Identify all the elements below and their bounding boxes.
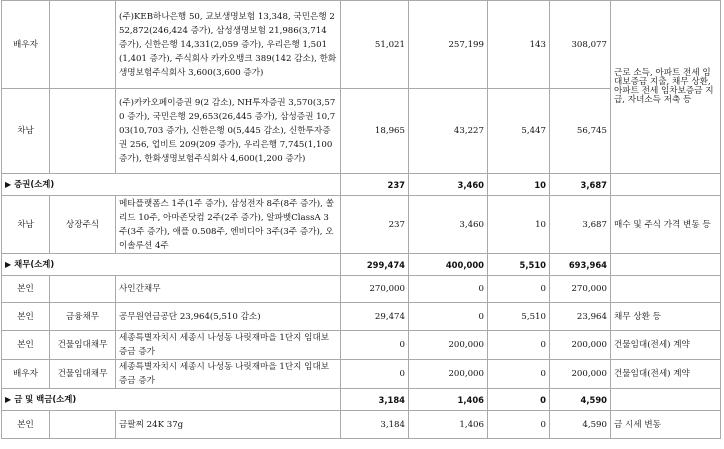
decrease-value-cell: 0 — [488, 331, 550, 360]
description-cell: 사인간채무 — [116, 276, 341, 303]
increase-value-cell: 3,460 — [409, 196, 488, 254]
triangle-bullet-icon: ▶ — [5, 180, 12, 189]
description-cell: 금팔찌 24K 37g — [116, 411, 341, 439]
change-reason-cell: 건물임대(전세) 계약 — [611, 360, 721, 389]
kind-cell — [50, 89, 116, 174]
empty-reason-cell — [611, 254, 721, 276]
kind-cell — [50, 276, 116, 303]
decrease-value-cell: 5,510 — [488, 303, 550, 331]
decrease-value-cell: 10 — [488, 174, 550, 196]
decrease-value-cell: 0 — [488, 276, 550, 303]
previous-value-cell: 299,474 — [341, 254, 409, 276]
triangle-bullet-icon: ▶ — [5, 260, 12, 269]
change-reason-cell — [611, 276, 721, 303]
table-row — [2, 331, 721, 360]
increase-value-cell: 1,406 — [409, 411, 488, 439]
empty-reason-cell — [611, 174, 721, 196]
increase-value-cell: 257,199 — [409, 1, 488, 89]
subtotal-label: ▶ 증권(소계) — [2, 174, 341, 196]
current-value-cell: 56,745 — [550, 89, 611, 174]
current-value-cell: 23,964 — [550, 303, 611, 331]
relation-cell: 본인 — [2, 303, 50, 331]
increase-value-cell: 0 — [409, 276, 488, 303]
description-cell: 메타플랫폼스 1주(1주 증가), 삼성전자 8주(8주 증가), 쏠리드 10주, 아마존닷컴 2주(2주 증가), 알파벳ClassA 3주(3주 증가), 애플 0.508주, 엔비디아 3주(3주 증가), 오이솔루션 4주 — [116, 196, 341, 254]
change-reason-cell: 금 시세 변동 — [611, 411, 721, 439]
previous-value-cell: 3,184 — [341, 411, 409, 439]
previous-value-cell: 51,021 — [341, 1, 409, 89]
current-value-cell: 4,590 — [550, 389, 611, 411]
previous-value-cell: 29,474 — [341, 303, 409, 331]
description-cell: 세종특별자치시 세종시 나성동 나릿재마을 1단지 임대보증금 증가 — [116, 331, 341, 360]
previous-value-cell: 270,000 — [341, 276, 409, 303]
change-reason-cell: 채무 상환 등 — [611, 303, 721, 331]
description-cell: 공무원연금공단 23,964(5,510 감소) — [116, 303, 341, 331]
increase-value-cell: 0 — [409, 303, 488, 331]
empty-reason-cell — [611, 389, 721, 411]
triangle-bullet-icon: ▶ — [5, 395, 12, 404]
relation-cell: 본인 — [2, 331, 50, 360]
current-value-cell: 200,000 — [550, 331, 611, 360]
kind-cell: 상장주식 — [50, 196, 116, 254]
current-value-cell: 200,000 — [550, 360, 611, 389]
table-row — [2, 303, 721, 331]
subtotal-row-gold — [2, 389, 721, 411]
current-value-cell: 3,687 — [550, 174, 611, 196]
previous-value-cell: 0 — [341, 331, 409, 360]
subtotal-label: ▶ 금 및 백금(소계) — [2, 389, 341, 411]
subtotal-label: ▶ 채무(소계) — [2, 254, 341, 276]
change-reason-text: 근로 소득, 아파트 전세 임대보증금 지출, 채무 상환, 아파트 전세 임차보증금 지급, 자녀소득 저축 등 — [614, 68, 714, 105]
change-reason-cell: 건물임대(전세) 계약 — [611, 331, 721, 360]
current-value-cell: 3,687 — [550, 196, 611, 254]
table-row — [2, 196, 721, 254]
increase-value-cell: 1,406 — [409, 389, 488, 411]
current-value-cell: 270,000 — [550, 276, 611, 303]
decrease-value-cell: 5,447 — [488, 89, 550, 174]
description-cell: (주)카카오페이증권 9(2 감소), NH투자증권 3,570(3,570 증가), 국민은행 29,653(26,445 증가), 삼성증권 10,703(10,703 증가), 신한은행 0(5,445 감소), 신한투자증권 256, 업비트 209(209 증가), 우리은행 7,745(1,100 증가), 한화생명보험주식회사 4,600(1,200 증가) — [116, 89, 341, 174]
previous-value-cell: 18,965 — [341, 89, 409, 174]
decrease-value-cell: 143 — [488, 1, 550, 89]
decrease-value-cell: 0 — [488, 360, 550, 389]
table-row — [2, 276, 721, 303]
change-reason-cell: 매수 및 주식 가격 변동 등 — [611, 196, 721, 254]
description-cell: 세종특별자치시 세종시 나성동 나릿재마을 1단지 임대보증금 증가 — [116, 360, 341, 389]
table-row — [2, 1, 721, 89]
increase-value-cell: 3,460 — [409, 174, 488, 196]
kind-cell — [50, 411, 116, 439]
relation-cell: 본인 — [2, 276, 50, 303]
increase-value-cell: 200,000 — [409, 331, 488, 360]
kind-cell: 건물임대채무 — [50, 360, 116, 389]
subtotal-row-securities — [2, 174, 721, 196]
decrease-value-cell: 0 — [488, 389, 550, 411]
relation-cell: 본인 — [2, 411, 50, 439]
increase-value-cell: 400,000 — [409, 254, 488, 276]
current-value-cell: 308,077 — [550, 1, 611, 89]
relation-cell: 배우자 — [2, 360, 50, 389]
increase-value-cell: 200,000 — [409, 360, 488, 389]
relation-cell: 차남 — [2, 89, 50, 174]
increase-value-cell: 43,227 — [409, 89, 488, 174]
decrease-value-cell: 5,510 — [488, 254, 550, 276]
previous-value-cell: 237 — [341, 196, 409, 254]
asset-disclosure-table — [1, 0, 721, 439]
previous-value-cell: 0 — [341, 360, 409, 389]
table-row — [2, 360, 721, 389]
current-value-cell: 693,964 — [550, 254, 611, 276]
change-reason-cell — [611, 1, 721, 174]
decrease-value-cell: 0 — [488, 411, 550, 439]
subtotal-row-debts — [2, 254, 721, 276]
decrease-value-cell: 10 — [488, 196, 550, 254]
previous-value-cell: 237 — [341, 174, 409, 196]
description-cell: (주)KEB하나은행 50, 교보생명보험 13,348, 국민은행 252,872(246,424 증가), 삼성생명보험 21,986(3,714 증가), 신한은행 14,331(2,059 증가), 우리은행 1,501(1,401 증가), 주식회사 카카오뱅크 389(142 감소), 한화생명보험주식회사 3,600(3,600 증가) — [116, 1, 341, 89]
kind-cell: 금융채무 — [50, 303, 116, 331]
current-value-cell: 4,590 — [550, 411, 611, 439]
table-row — [2, 411, 721, 439]
kind-cell — [50, 1, 116, 89]
relation-cell: 배우자 — [2, 1, 50, 89]
kind-cell: 건물임대채무 — [50, 331, 116, 360]
relation-cell: 차남 — [2, 196, 50, 254]
previous-value-cell: 3,184 — [341, 389, 409, 411]
